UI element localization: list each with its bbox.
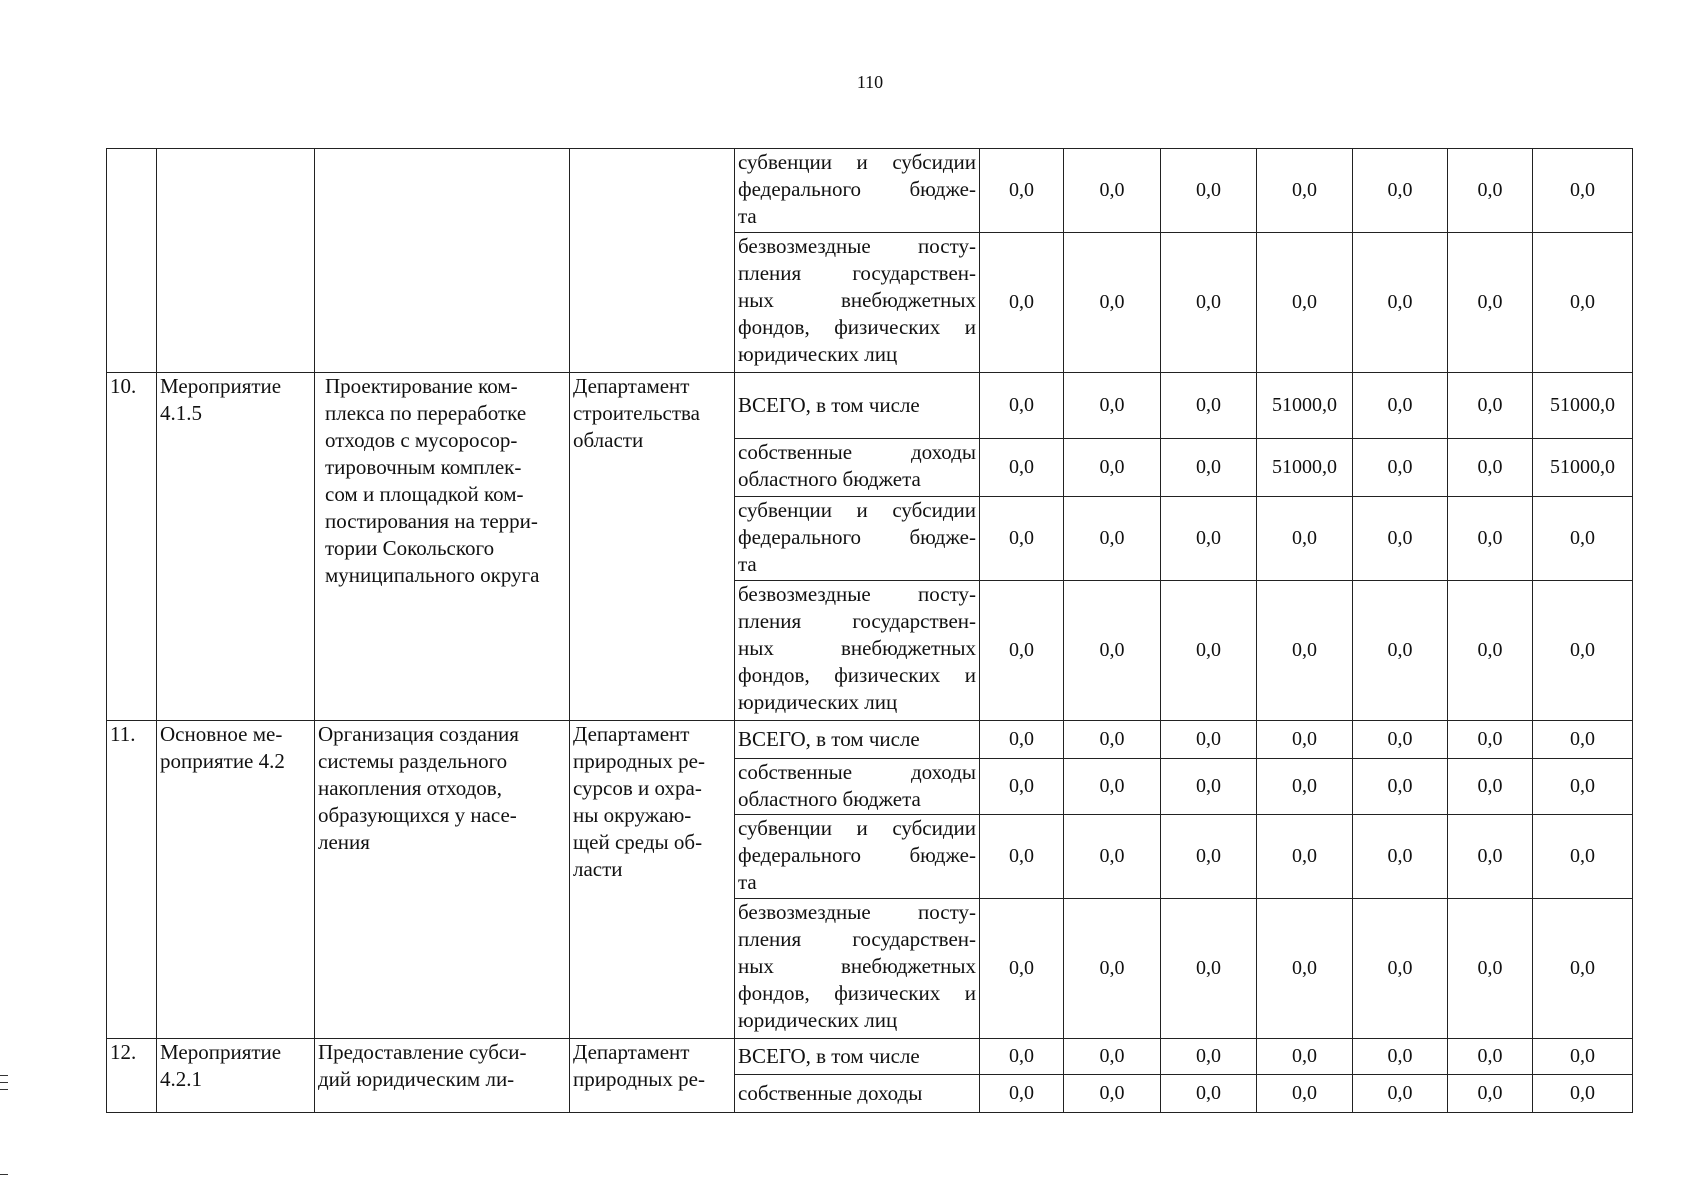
item-status-line: Мероприятие bbox=[160, 374, 282, 398]
source-label: ВСЕГО, в том числе bbox=[738, 393, 920, 417]
value-text: 0,0 bbox=[1292, 639, 1317, 661]
item-name-line: Проектирование ком- bbox=[325, 374, 518, 398]
value-text: 0,0 bbox=[1099, 1045, 1125, 1067]
value-cell bbox=[1161, 815, 1257, 899]
value-text: 0,0 bbox=[1009, 845, 1034, 867]
item-executor-line: Департамент bbox=[573, 722, 690, 746]
value-cell bbox=[980, 373, 1064, 439]
item-name-line: муниципального округа bbox=[325, 563, 540, 587]
item-number bbox=[107, 1039, 157, 1113]
value-cell bbox=[1533, 899, 1633, 1039]
value-cell bbox=[1533, 1075, 1633, 1113]
value-text: 0,0 bbox=[1099, 845, 1125, 867]
value-text: 0,0 bbox=[1477, 1045, 1503, 1067]
value-cell bbox=[1448, 1075, 1533, 1113]
value-text: 0,0 bbox=[1099, 456, 1125, 478]
item-name-line: ления bbox=[318, 830, 370, 854]
value-text: 0,0 bbox=[1292, 527, 1317, 549]
item-executor-line: щей среды об- bbox=[573, 830, 703, 854]
item-status-line: 4.2.1 bbox=[160, 1067, 202, 1091]
item-status bbox=[157, 1039, 315, 1113]
source-cell bbox=[735, 373, 980, 439]
source-label-line: федерального бюдже- bbox=[738, 525, 976, 549]
value-text: 51000,0 bbox=[1550, 394, 1615, 416]
item-status-line: Мероприятие bbox=[160, 1040, 282, 1064]
value-cell bbox=[1161, 439, 1257, 497]
value-cell bbox=[1533, 233, 1633, 373]
value-cell bbox=[1353, 1039, 1448, 1075]
source-label-line: фондов, физических и bbox=[738, 981, 976, 1005]
value-text: 0,0 bbox=[1009, 728, 1034, 750]
value-cell bbox=[1161, 1075, 1257, 1113]
value-cell bbox=[1448, 815, 1533, 899]
value-cell bbox=[1257, 899, 1353, 1039]
value-text: 0,0 bbox=[1477, 845, 1503, 867]
value-cell bbox=[1353, 149, 1448, 233]
source-label-line: юридических лиц bbox=[738, 690, 898, 714]
value-text: 0,0 bbox=[1387, 394, 1413, 416]
value-cell bbox=[1448, 581, 1533, 721]
source-cell bbox=[735, 1075, 980, 1113]
source-cell bbox=[735, 439, 980, 497]
source-label-line: безвозмездные посту- bbox=[738, 234, 976, 258]
item-name-line: Организация создания bbox=[318, 722, 519, 746]
value-cell bbox=[1533, 149, 1633, 233]
value-cell bbox=[1533, 815, 1633, 899]
item-name-line: отходов с мусоросор- bbox=[325, 428, 518, 452]
value-text: 0,0 bbox=[1477, 728, 1503, 750]
value-text: 0,0 bbox=[1477, 179, 1503, 201]
value-cell bbox=[1161, 373, 1257, 439]
value-cell bbox=[1533, 439, 1633, 497]
value-text: 0,0 bbox=[1477, 527, 1503, 549]
value-text: 0,0 bbox=[1387, 639, 1413, 661]
value-text: 0,0 bbox=[1196, 394, 1221, 416]
item-number bbox=[107, 373, 157, 721]
item-executor-line: Департамент bbox=[573, 374, 690, 398]
source-label-line: федерального бюдже- bbox=[738, 843, 976, 867]
value-text: 0,0 bbox=[1387, 291, 1413, 313]
value-cell bbox=[1161, 497, 1257, 581]
value-cell bbox=[1257, 1075, 1353, 1113]
value-cell bbox=[1161, 149, 1257, 233]
value-text: 0,0 bbox=[1570, 1045, 1595, 1067]
item-number-text: 12. bbox=[110, 1040, 137, 1064]
value-cell bbox=[1448, 149, 1533, 233]
source-label-line: федерального бюдже- bbox=[738, 177, 976, 201]
value-cell bbox=[1448, 497, 1533, 581]
value-cell bbox=[1161, 581, 1257, 721]
value-text: 0,0 bbox=[1387, 1045, 1413, 1067]
value-text: 0,0 bbox=[1099, 179, 1125, 201]
value-cell bbox=[1161, 233, 1257, 373]
value-cell bbox=[1064, 721, 1161, 759]
budget-table bbox=[106, 148, 1633, 1113]
value-cell bbox=[1161, 1039, 1257, 1075]
source-label-line: собственные доходы bbox=[738, 440, 976, 464]
item-name-line: тировочным комплек- bbox=[325, 455, 522, 479]
value-text: 0,0 bbox=[1477, 1082, 1503, 1104]
value-cell bbox=[1257, 497, 1353, 581]
value-cell bbox=[1353, 439, 1448, 497]
source-label-line: субвенции и субсидии bbox=[738, 150, 976, 174]
source-label: ВСЕГО, в том числе bbox=[738, 1044, 920, 1068]
value-cell bbox=[1257, 1039, 1353, 1075]
item-name-line: плекса по переработке bbox=[325, 401, 527, 425]
value-cell bbox=[1257, 759, 1353, 815]
value-cell bbox=[1533, 1039, 1633, 1075]
item-executor bbox=[570, 1039, 735, 1113]
value-cell bbox=[1257, 439, 1353, 497]
value-text: 0,0 bbox=[1477, 957, 1503, 979]
item-name-line: постирования на терри- bbox=[325, 509, 538, 533]
value-cell bbox=[1448, 1039, 1533, 1075]
item-number-text: 11. bbox=[110, 722, 136, 746]
page-number: 110 bbox=[856, 72, 884, 92]
item-number-text: 10. bbox=[110, 374, 137, 398]
source-cell bbox=[735, 899, 980, 1039]
source-label-line: та bbox=[738, 870, 757, 894]
value-text: 0,0 bbox=[1387, 1082, 1413, 1104]
source-cell bbox=[735, 149, 980, 233]
value-text: 0,0 bbox=[1009, 456, 1034, 478]
source-label-line: фондов, физических и bbox=[738, 315, 976, 339]
source-label: собственные доходы bbox=[738, 1081, 923, 1105]
item-name-line: дий юридическим ли- bbox=[318, 1067, 515, 1091]
value-text: 0,0 bbox=[1196, 1082, 1221, 1104]
value-cell bbox=[980, 149, 1064, 233]
item-status bbox=[157, 721, 315, 1039]
value-text: 0,0 bbox=[1292, 291, 1317, 313]
value-text: 0,0 bbox=[1570, 957, 1595, 979]
source-label-line: пления государствен- bbox=[738, 927, 976, 951]
source-label-line: ных внебюджетных bbox=[738, 636, 976, 660]
value-text: 0,0 bbox=[1099, 1082, 1125, 1104]
value-text: 0,0 bbox=[1009, 957, 1034, 979]
value-text: 0,0 bbox=[1570, 527, 1595, 549]
source-cell bbox=[735, 759, 980, 815]
value-text: 0,0 bbox=[1099, 775, 1125, 797]
item-executor-line: сурсов и охра- bbox=[573, 776, 702, 800]
value-cell bbox=[1353, 373, 1448, 439]
value-cell bbox=[1257, 149, 1353, 233]
value-cell bbox=[980, 721, 1064, 759]
value-text: 0,0 bbox=[1099, 527, 1125, 549]
source-label-line: та bbox=[738, 204, 757, 228]
source-label-line: субвенции и субсидии bbox=[738, 498, 976, 522]
item-name-line: тории Сокольского bbox=[325, 536, 495, 560]
value-text: 0,0 bbox=[1196, 728, 1221, 750]
value-cell bbox=[1353, 815, 1448, 899]
table-body bbox=[107, 149, 1633, 1113]
item-status bbox=[157, 373, 315, 721]
value-cell bbox=[1448, 439, 1533, 497]
value-text: 51000,0 bbox=[1272, 394, 1337, 416]
margin-mark bbox=[0, 1174, 8, 1175]
value-cell bbox=[1064, 149, 1161, 233]
value-text: 0,0 bbox=[1292, 179, 1317, 201]
value-cell bbox=[1353, 759, 1448, 815]
value-text: 0,0 bbox=[1477, 394, 1503, 416]
item-status-line: 4.1.5 bbox=[160, 401, 202, 425]
source-label-line: юридических лиц bbox=[738, 1008, 898, 1032]
value-text: 51000,0 bbox=[1272, 456, 1337, 478]
value-text: 0,0 bbox=[1099, 291, 1125, 313]
value-text: 0,0 bbox=[1099, 394, 1125, 416]
value-text: 0,0 bbox=[1009, 394, 1034, 416]
value-cell bbox=[1533, 581, 1633, 721]
source-label-line: пления государствен- bbox=[738, 261, 976, 285]
item-executor-line: ны окружаю- bbox=[573, 803, 692, 827]
source-label: ВСЕГО, в том числе bbox=[738, 727, 920, 751]
value-text: 0,0 bbox=[1196, 179, 1221, 201]
source-label-line: та bbox=[738, 552, 757, 576]
source-label-line: собственные доходы bbox=[738, 760, 976, 784]
value-cell bbox=[1448, 899, 1533, 1039]
margin-mark bbox=[0, 1075, 8, 1076]
value-text: 0,0 bbox=[1009, 775, 1034, 797]
value-cell bbox=[1448, 721, 1533, 759]
item-name-line: образующихся у насе- bbox=[318, 803, 517, 827]
value-cell bbox=[1533, 373, 1633, 439]
source-cell bbox=[735, 233, 980, 373]
value-text: 0,0 bbox=[1196, 845, 1221, 867]
item-number bbox=[107, 721, 157, 1039]
value-text: 0,0 bbox=[1477, 775, 1503, 797]
source-cell bbox=[735, 497, 980, 581]
item-name bbox=[315, 1039, 570, 1113]
source-label-line: пления государствен- bbox=[738, 609, 976, 633]
source-label-line: субвенции и субсидии bbox=[738, 816, 976, 840]
value-text: 0,0 bbox=[1292, 1045, 1317, 1067]
value-text: 0,0 bbox=[1009, 1045, 1034, 1067]
value-cell bbox=[1353, 233, 1448, 373]
value-cell bbox=[980, 815, 1064, 899]
value-text: 0,0 bbox=[1009, 179, 1034, 201]
value-text: 0,0 bbox=[1570, 728, 1595, 750]
value-text: 0,0 bbox=[1292, 728, 1317, 750]
value-cell bbox=[1533, 721, 1633, 759]
value-text: 0,0 bbox=[1196, 456, 1221, 478]
source-cell bbox=[735, 1039, 980, 1075]
item-executor-line: ласти bbox=[573, 857, 623, 881]
value-cell bbox=[1353, 721, 1448, 759]
value-cell bbox=[1161, 759, 1257, 815]
value-text: 0,0 bbox=[1570, 639, 1595, 661]
value-cell bbox=[980, 1039, 1064, 1075]
value-cell bbox=[980, 497, 1064, 581]
source-label-line: областного бюджета bbox=[738, 787, 921, 811]
value-cell bbox=[1064, 497, 1161, 581]
source-label-line: безвозмездные посту- bbox=[738, 582, 976, 606]
value-text: 0,0 bbox=[1570, 179, 1595, 201]
value-cell bbox=[1064, 899, 1161, 1039]
value-text: 0,0 bbox=[1099, 728, 1125, 750]
value-cell bbox=[1533, 497, 1633, 581]
value-cell bbox=[1257, 233, 1353, 373]
value-cell bbox=[1161, 899, 1257, 1039]
item-executor-line: природных ре- bbox=[573, 749, 705, 773]
value-text: 0,0 bbox=[1196, 1045, 1221, 1067]
value-text: 0,0 bbox=[1292, 957, 1317, 979]
value-cell bbox=[1064, 1039, 1161, 1075]
value-text: 0,0 bbox=[1196, 527, 1221, 549]
margin-mark bbox=[0, 1089, 8, 1090]
value-cell bbox=[1533, 759, 1633, 815]
value-cell bbox=[1064, 439, 1161, 497]
item-executor bbox=[570, 721, 735, 1039]
value-cell bbox=[1257, 581, 1353, 721]
value-text: 0,0 bbox=[1099, 639, 1125, 661]
value-text: 0,0 bbox=[1009, 639, 1034, 661]
source-label-line: областного бюджета bbox=[738, 467, 921, 491]
value-text: 0,0 bbox=[1387, 957, 1413, 979]
value-cell bbox=[980, 1075, 1064, 1113]
value-text: 0,0 bbox=[1477, 456, 1503, 478]
value-text: 0,0 bbox=[1477, 639, 1503, 661]
value-text: 0,0 bbox=[1196, 775, 1221, 797]
item-executor-line: природных ре- bbox=[573, 1067, 705, 1091]
margin-mark bbox=[0, 1082, 8, 1083]
item-executor-line: строительства bbox=[573, 401, 701, 425]
source-label-line: ных внебюджетных bbox=[738, 288, 976, 312]
value-cell bbox=[980, 233, 1064, 373]
item-name-line: Предоставление субси- bbox=[318, 1040, 527, 1064]
value-cell bbox=[1161, 721, 1257, 759]
source-label-line: ных внебюджетных bbox=[738, 954, 976, 978]
item-name bbox=[315, 373, 570, 721]
value-text: 0,0 bbox=[1196, 957, 1221, 979]
item-name-line: системы раздельного bbox=[318, 749, 508, 773]
value-text: 0,0 bbox=[1387, 456, 1413, 478]
value-cell bbox=[1257, 373, 1353, 439]
value-cell bbox=[1257, 721, 1353, 759]
source-label-line: фондов, физических и bbox=[738, 663, 976, 687]
value-cell bbox=[1064, 1075, 1161, 1113]
value-cell bbox=[1353, 497, 1448, 581]
value-text: 0,0 bbox=[1099, 957, 1125, 979]
value-text: 0,0 bbox=[1009, 527, 1034, 549]
value-cell bbox=[1064, 815, 1161, 899]
table-row bbox=[107, 149, 1633, 233]
item-executor bbox=[570, 373, 735, 721]
value-cell bbox=[1353, 899, 1448, 1039]
value-text: 0,0 bbox=[1387, 179, 1413, 201]
value-cell bbox=[1064, 759, 1161, 815]
value-text: 0,0 bbox=[1196, 639, 1221, 661]
source-label-line: юридических лиц bbox=[738, 342, 898, 366]
value-text: 0,0 bbox=[1477, 291, 1503, 313]
table-row bbox=[107, 721, 1633, 759]
value-text: 0,0 bbox=[1387, 728, 1413, 750]
value-text: 0,0 bbox=[1570, 845, 1595, 867]
item-name-line: накопления отходов, bbox=[318, 776, 502, 800]
item-executor-line: Департамент bbox=[573, 1040, 690, 1064]
value-text: 0,0 bbox=[1387, 527, 1413, 549]
source-cell bbox=[735, 581, 980, 721]
item-executor-line: области bbox=[573, 428, 644, 452]
value-cell bbox=[980, 581, 1064, 721]
value-text: 0,0 bbox=[1387, 775, 1413, 797]
value-text: 0,0 bbox=[1009, 1082, 1034, 1104]
value-cell bbox=[1353, 581, 1448, 721]
value-cell bbox=[980, 439, 1064, 497]
value-text: 51000,0 bbox=[1550, 456, 1615, 478]
value-cell bbox=[1257, 815, 1353, 899]
value-text: 0,0 bbox=[1196, 291, 1221, 313]
item-name-line: сом и площадкой ком- bbox=[325, 482, 524, 506]
value-cell bbox=[1064, 373, 1161, 439]
value-text: 0,0 bbox=[1570, 291, 1595, 313]
value-text: 0,0 bbox=[1292, 845, 1317, 867]
value-text: 0,0 bbox=[1009, 291, 1034, 313]
value-cell bbox=[1064, 581, 1161, 721]
source-cell bbox=[735, 815, 980, 899]
item-name bbox=[315, 721, 570, 1039]
item-status-line: Основное ме- bbox=[160, 722, 283, 746]
table-row bbox=[107, 373, 1633, 439]
item-status-line: роприятие 4.2 bbox=[160, 749, 285, 773]
value-cell bbox=[980, 899, 1064, 1039]
value-cell bbox=[1353, 1075, 1448, 1113]
source-label-line: безвозмездные посту- bbox=[738, 900, 976, 924]
source-cell bbox=[735, 721, 980, 759]
table-row bbox=[107, 1039, 1633, 1075]
value-cell bbox=[1448, 759, 1533, 815]
value-cell bbox=[1448, 233, 1533, 373]
value-text: 0,0 bbox=[1292, 1082, 1317, 1104]
value-text: 0,0 bbox=[1387, 845, 1413, 867]
value-cell bbox=[1448, 373, 1533, 439]
value-text: 0,0 bbox=[1570, 775, 1595, 797]
value-text: 0,0 bbox=[1570, 1082, 1595, 1104]
value-cell bbox=[980, 759, 1064, 815]
value-cell bbox=[1064, 233, 1161, 373]
value-text: 0,0 bbox=[1292, 775, 1317, 797]
